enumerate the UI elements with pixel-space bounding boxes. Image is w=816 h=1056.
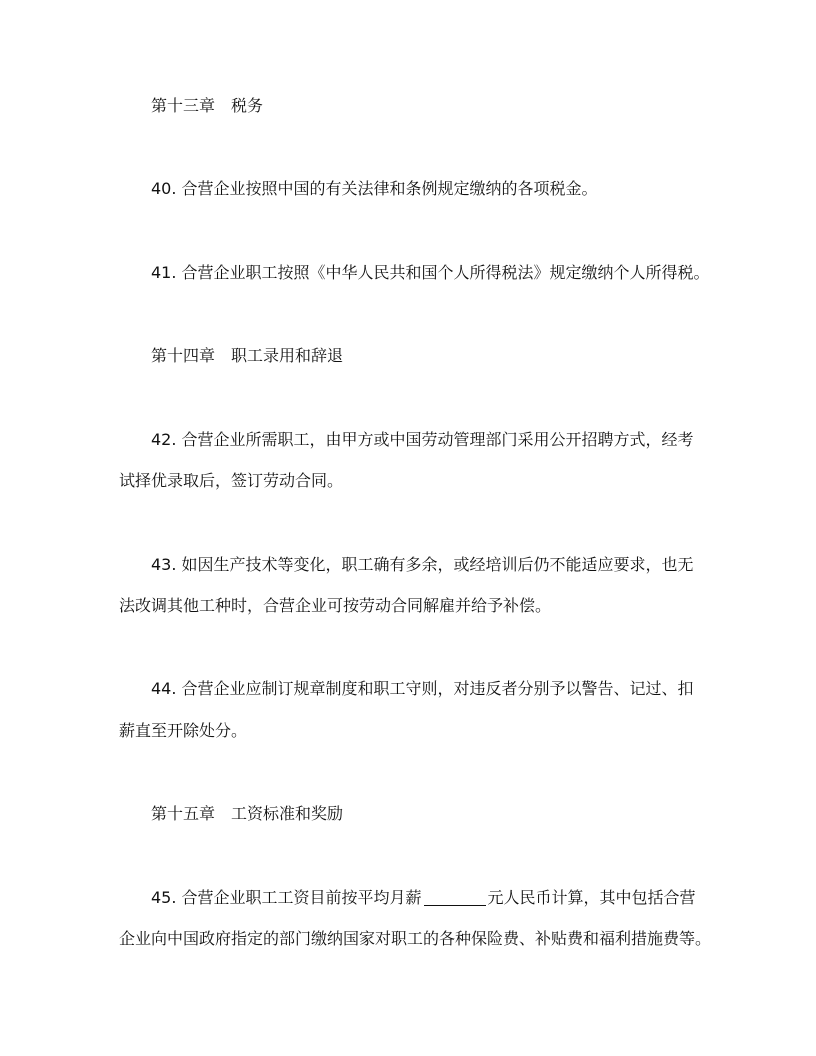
clause-43-line-1: 43. 如因生产技术等变化，职工确有多余，或经培训后仍不能适应要求，也无 <box>151 555 694 574</box>
chapter-15-heading: 第十五章 工资标准和奖励 <box>151 804 344 823</box>
clause-42-line-2: 试择优录取后，签订劳动合同。 <box>119 471 344 490</box>
clause-40: 40. 合营企业按照中国的有关法律和条例规定缴纳的各项税金。 <box>151 179 598 198</box>
clause-42-line-1: 42. 合营企业所需职工，由甲方或中国劳动管理部门采用公开招聘方式，经考 <box>151 430 694 449</box>
clause-45-line-1 <box>151 887 816 909</box>
clause-44-line-2: 薪直至开除处分。 <box>119 721 248 740</box>
chapter-13-heading: 第十三章 税务 <box>151 96 264 115</box>
clause-45-line-2: 企业向中国政府指定的部门缴纳国家对职工的各种保险费、补贴费和福利措施费等。 <box>119 929 712 948</box>
clause-43-line-2: 法改调其他工种时，合营企业可按劳动合同解雇并给予补偿。 <box>119 596 552 615</box>
clause-44-line-1: 44. 合营企业应制订规章制度和职工守则，对违反者分别予以警告、记过、扣 <box>151 679 694 698</box>
clause-41: 41. 合营企业职工按照《中华人民共和国个人所得税法》规定缴纳个人所得税。 <box>151 263 710 282</box>
chapter-14-heading: 第十四章 职工录用和辞退 <box>151 346 344 365</box>
clause-45-text-before-blank: 45. 合营企业职工工资目前按平均月薪 <box>151 888 422 907</box>
clause-45-text-after-blank: 元人民币计算，其中包括合营 <box>487 888 696 907</box>
salary-blank[interactable] <box>424 889 486 906</box>
